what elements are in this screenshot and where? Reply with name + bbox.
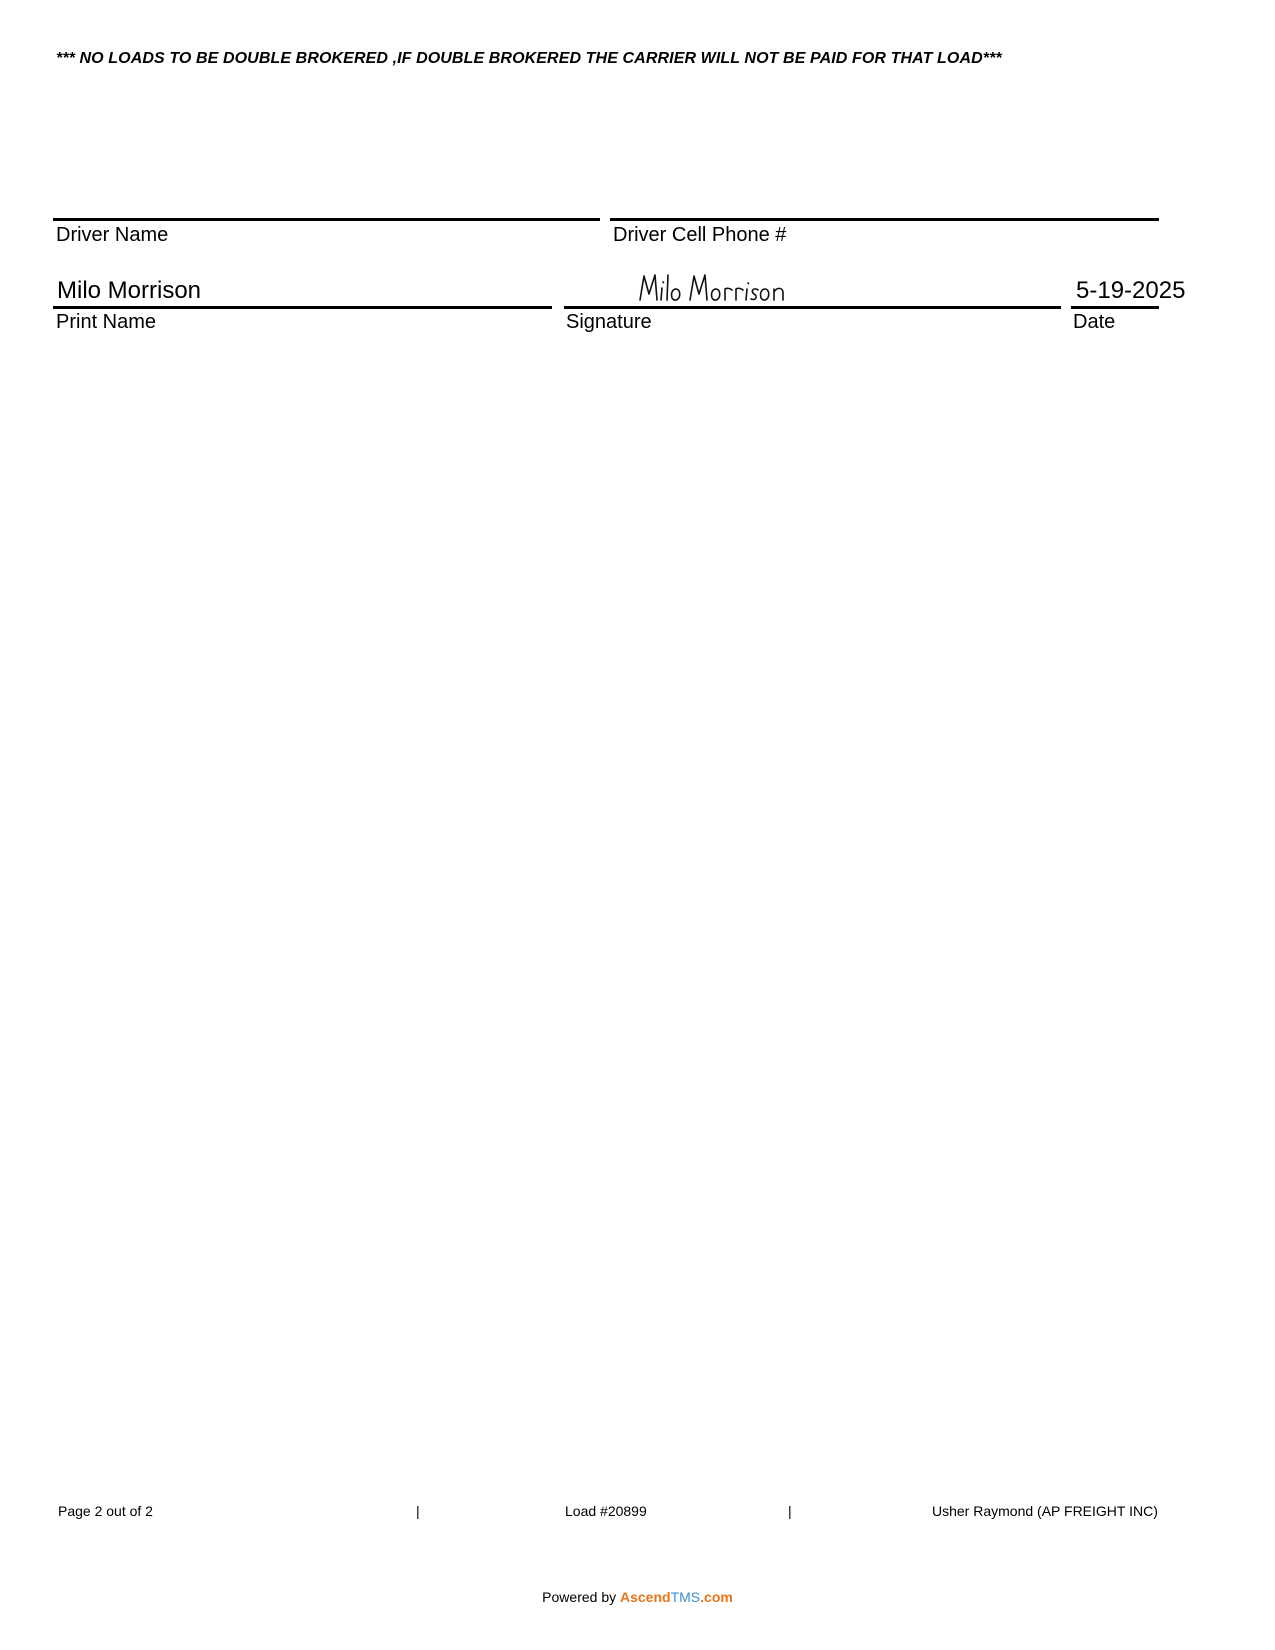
driver-name-label: Driver Name [56,224,169,246]
powered-by-label: Powered by [542,1589,617,1605]
date-value[interactable]: 5-19-2025 [1076,277,1186,304]
footer-separator-left: | [416,1503,420,1519]
signature-label: Signature [566,311,652,333]
footer-separator-right: | [788,1503,792,1519]
driver-name-line [53,218,600,221]
brand-ascend: Ascend [620,1589,671,1605]
driver-cell-line [610,218,1159,221]
date-line [1071,306,1159,309]
brand-com: .com [700,1589,733,1605]
powered-by [0,1589,1275,1605]
brand-tms: TMS [670,1589,701,1605]
print-name-label: Print Name [56,311,157,333]
print-name-value[interactable]: Milo Morrison [57,277,202,304]
signature-line [564,306,1061,309]
print-name-line [53,306,552,309]
driver-cell-label: Driver Cell Phone # [613,224,787,246]
footer-user: Usher Raymond (AP FREIGHT INC) [932,1503,1158,1519]
double-brokering-notice: *** NO LOADS TO BE DOUBLE BROKERED ,IF DOUBLE BROKERED THE CARRIER WILL NOT BE PAID FOR THAT LOAD*** [56,50,1002,67]
date-label: Date [1073,311,1116,333]
page-number: Page 2 out of 2 [58,1503,153,1519]
ascend-logo[interactable] [620,1589,733,1605]
load-number: Load #20899 [565,1503,647,1519]
